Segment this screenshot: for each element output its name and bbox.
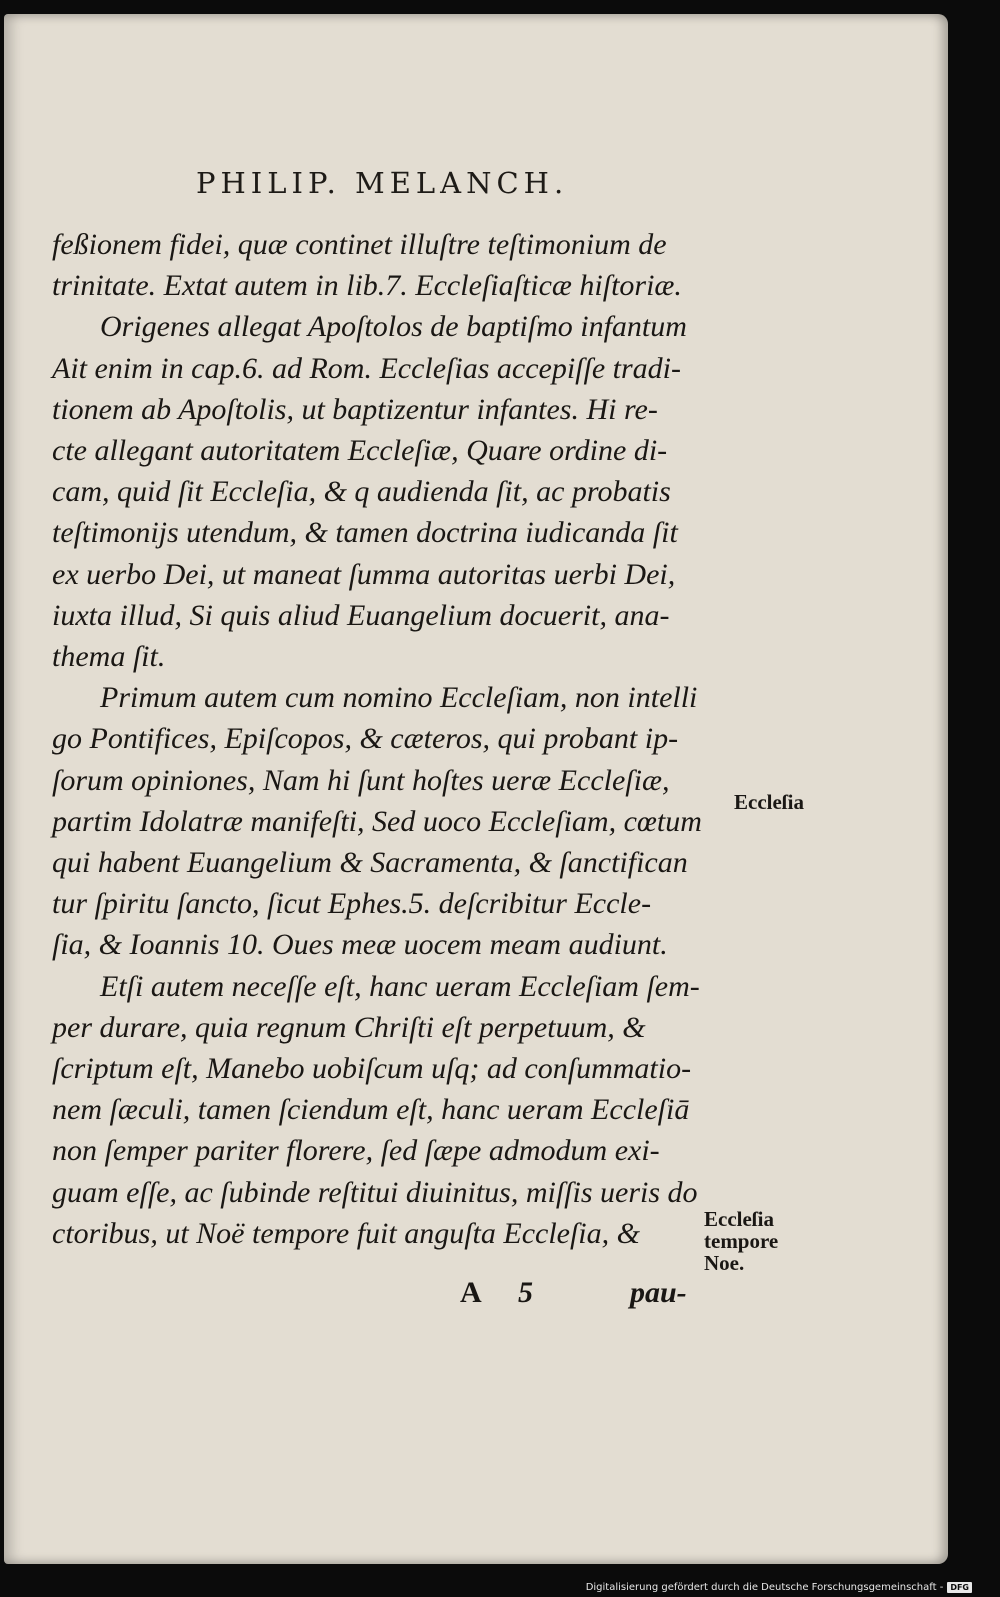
text-line: non ſemper pariter florere, ſed ſæpe admodum exi-	[52, 1134, 660, 1168]
margin-note-line: Eccleſia	[704, 1207, 774, 1231]
text-line: cte allegant autoritatem Eccleſiæ, Quare ordine di-	[52, 434, 668, 468]
text-line: cam, quid ſit Eccleſia, & q audienda ſit, ac probatis	[52, 475, 671, 509]
text-line: per durare, quia regnum Chriſti eſt perpetuum, &	[52, 1010, 646, 1044]
text-line: trinitate. Extat autem in lib.7. Eccleſiaſticæ hiſtoriæ.	[52, 269, 682, 303]
text-line: feßionem fidei, quæ continet illuſtre teſtimonium de	[52, 228, 667, 261]
paragraph	[52, 677, 732, 965]
text-line: go Pontifices, Epiſcopos, & cæteros, qui probant ip-	[52, 722, 679, 756]
signature-line	[460, 1276, 710, 1316]
text-line: tionem ab Apoſtolis, ut baptizentur infantes. Hi re-	[52, 392, 658, 426]
text-line: ſcriptum eſt, Manebo uobiſcum uſq; ad conſummatio-	[52, 1052, 692, 1086]
text-line: nem ſæculi, tamen ſciendum eſt, hanc ueram Eccleſiā	[52, 1093, 690, 1127]
credit-text: Digitalisierung gefördert durch die Deutsche Forschungsgemeinschaft -	[585, 1582, 944, 1593]
paragraph	[52, 966, 732, 1254]
signature-letter: A	[460, 1276, 482, 1309]
text-line: qui habent Euangelium & Sacramenta, & ſanctifican	[52, 846, 688, 880]
text-line: guam eſſe, ac ſubinde reſtitui diuinitus, miſſis ueris do	[52, 1175, 698, 1209]
digitization-credit	[586, 1582, 972, 1593]
signature-number: 5	[518, 1276, 533, 1309]
margin-note-line: Noe.	[704, 1251, 745, 1275]
paragraph	[52, 306, 732, 677]
text-line: ſia, & Ioannis 10. Oues meæ uocem meam audiunt.	[52, 928, 668, 962]
text-line: teſtimonijs utendum, & tamen doctrina iudicanda ſit	[52, 516, 678, 550]
text-line: thema ſit.	[52, 640, 166, 674]
text-line: partim Idolatræ manifeſti, Sed uoco Eccleſiam, cœtum	[52, 804, 702, 838]
text-line: tur ſpiritu ſancto, ſicut Ephes.5. deſcribitur Eccle-	[52, 887, 652, 921]
text-line: Origenes allegat Apoſtolos de baptiſmo infantum	[100, 310, 687, 344]
text-line: ſorum opiniones, Nam hi ſunt hoſtes ueræ Eccleſiæ,	[52, 763, 670, 797]
margin-note-line: tempore	[704, 1229, 779, 1253]
catchword: pau-	[630, 1276, 687, 1309]
text-line: Ait enim in cap.6. ad Rom. Eccleſias accepiſſe tradi-	[52, 351, 682, 385]
text-line: ex uerbo Dei, ut maneat ſumma autoritas uerbi Dei,	[52, 557, 676, 591]
text-line: Etſi autem neceſſe eſt, hanc ueram Eccleſiam ſem-	[100, 969, 700, 1003]
paragraph	[52, 224, 732, 306]
running-head: PHILIP. MELANCH.	[196, 166, 569, 200]
dfg-logo: DFG	[947, 1582, 972, 1593]
text-line: ctoribus, ut Noë tempore fuit anguſta Eccleſia, &	[52, 1216, 640, 1250]
body-text	[52, 224, 732, 1254]
margin-note-ecclesia: Eccleſia	[734, 790, 804, 814]
text-line: iuxta illud, Si quis aliud Euangelium docuerit, ana-	[52, 598, 670, 632]
text-line: Primum autem cum nomino Eccleſiam, non intelli	[100, 681, 698, 715]
margin-note-noe	[704, 1208, 824, 1274]
